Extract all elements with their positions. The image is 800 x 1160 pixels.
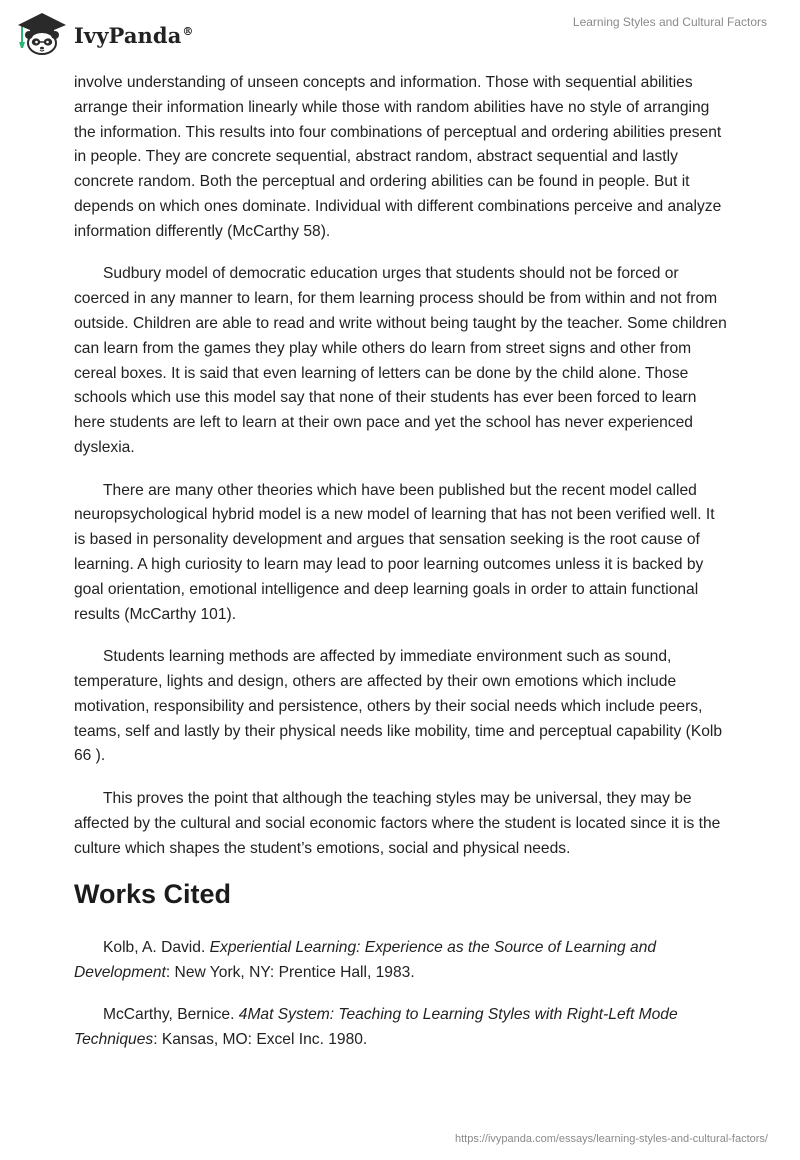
citation-publication: : Kansas, MO: Excel Inc. 1980.	[153, 1030, 368, 1048]
citation-title: Experiential Learning: Experience as the Source of Learning and Development	[74, 939, 657, 981]
paragraph: involve understanding of unseen concepts and information. Those with sequential abilities arrange their information linearly while those with random abilities have no style of arranging the information. This results into four combinations of perceptual and ordering abilities present in people. They are concrete sequential, abstract random, abstract sequential and lastly concrete random. Both the perceptual and ordering abilities can be found in people. But it depends on which ones dominate. Individual with different combinations perceive and analyze information differently (McCarthy 58).	[74, 74, 722, 240]
citation-entry	[74, 1003, 729, 1053]
citation-title: 4Mat System: Teaching to Learning Styles with Right-Left Mode Techniques	[74, 1006, 678, 1048]
citation-publication: : New York, NY: Prentice Hall, 1983.	[165, 963, 415, 981]
page-header	[0, 0, 800, 70]
paragraph: Students learning methods are affected by immediate environment such as sound, temperature, lights and design, others are affected by their own emotions which include motivation, responsibility and persistence, others by their social needs which include peers, teams, self and lastly by their physical needs like mobility, time and perceptual capability (Kolb 66 ).	[74, 648, 723, 765]
logo-wordmark: IvyPanda®	[74, 22, 194, 48]
works-cited-heading: Works Cited	[74, 879, 232, 910]
citation-author: Kolb, A. David.	[103, 939, 210, 957]
source-url[interactable]: https://ivypanda.com/essays/learning-styles-and-cultural-factors/	[454, 1133, 768, 1145]
panda-graduate-icon	[16, 8, 68, 56]
paragraph: There are many other theories which have been published but the recent model called neuropsychological hybrid model is a new model of learning that has not been verified well. It is based in personality development and argues that sensation seeking is the root cause of learning. A high curiosity to learn may lead to poor learning outcomes unless it is backed by goal orientation, emotional intelligence and deep learning goals in order to attain functional results (McCarthy 101).	[74, 481, 715, 623]
running-title: Learning Styles and Cultural Factors	[572, 15, 767, 29]
paragraph: Sudbury model of democratic education urges that students should not be forced or coerced in any manner to learn, for them learning process should be from within and not from outside. Children are able to read and write without being taught by the teacher. Some children can learn from the games they play while others do learn from street signs and other from cereal boxes. It is said that even learning of letters can be done by the child alone. Those schools which use this model say that none of their students has ever been forced to learn here students are left to learn at their own pace and yet the school has never experienced dyslexia.	[74, 265, 727, 456]
citation-author: McCarthy, Bernice.	[103, 1006, 239, 1024]
paragraph: This proves the point that although the teaching styles may be universal, they may be affected by the cultural and social economic factors where the student is located since it is the culture which shapes the student’s emotions, social and physical needs.	[74, 789, 721, 857]
essay-body	[74, 71, 729, 1070]
citation-entry	[74, 936, 729, 986]
ivypanda-logo[interactable]	[16, 8, 194, 56]
